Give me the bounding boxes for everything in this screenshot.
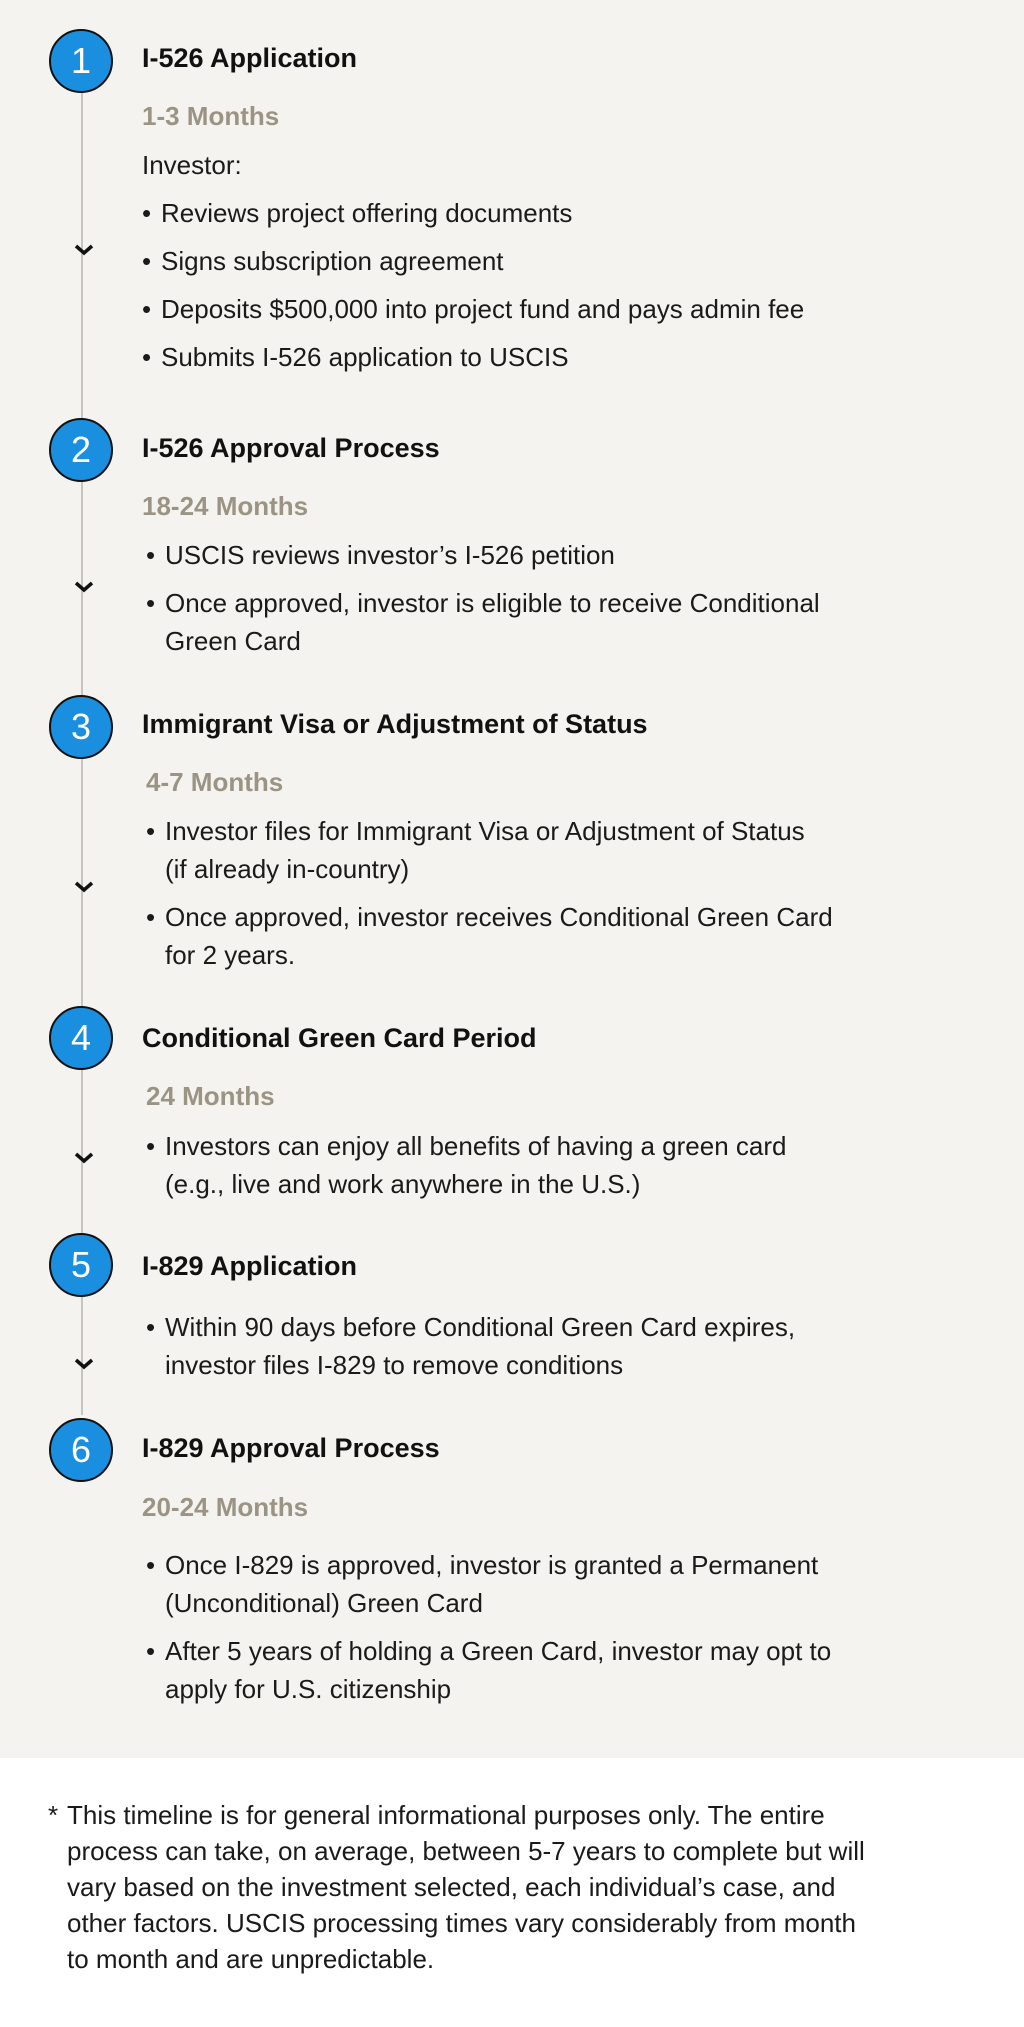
step-number-badge: 3 <box>49 695 113 759</box>
chevron-down-icon <box>73 880 95 894</box>
footnote <box>48 1797 865 1977</box>
footnote-marker: * <box>48 1800 59 1830</box>
step-bullet: • Investors can enjoy all benefits of having a green card (e.g., live and work anywhere in the U.S.) <box>146 1127 787 1203</box>
chevron-down-icon <box>73 1151 95 1165</box>
footnote-line: to month and are unpredictable. <box>67 1944 435 1974</box>
step-bullet: • Within 90 days before Conditional Green Card expires, investor files I-829 to remove conditions <box>146 1308 795 1384</box>
step-duration: 20-24 Months <box>142 1492 309 1522</box>
step-title: Conditional Green Card Period <box>142 1023 537 1053</box>
step-title: I-526 Approval Process <box>142 433 440 463</box>
chevron-down-icon <box>73 1357 95 1371</box>
step-number-badge: 5 <box>49 1233 113 1297</box>
step-bullet: • Submits I-526 application to USCIS <box>142 338 569 376</box>
footnote-line: vary based on the investment selected, each individual’s case, and <box>67 1872 836 1902</box>
step-number-badge: 6 <box>49 1418 113 1482</box>
chevron-down-icon <box>73 243 95 257</box>
chevron-down-icon <box>73 580 95 594</box>
step-bullet: • Deposits $500,000 into project fund and pays admin fee <box>142 290 804 328</box>
step-title: I-829 Application <box>142 1251 358 1281</box>
step-bullet: • Once approved, investor is eligible to receive Conditional Green Card <box>146 584 820 660</box>
step-bullet: • Reviews project offering documents <box>142 194 572 232</box>
step-title: I-829 Approval Process <box>142 1433 440 1463</box>
step-duration: 1-3 Months <box>142 101 280 131</box>
step-title: Immigrant Visa or Adjustment of Status <box>142 709 648 739</box>
footnote-line: other factors. USCIS processing times vary considerably from month <box>67 1908 856 1938</box>
step-number-badge: 1 <box>49 29 113 93</box>
timeline-connector <box>81 1297 83 1415</box>
step-bullet: • USCIS reviews investor’s I-526 petition <box>146 536 615 574</box>
step-duration: 24 Months <box>146 1081 275 1111</box>
step-bullet: • Signs subscription agreement <box>142 242 504 280</box>
footnote-line: process can take, on average, between 5-7 years to complete but will <box>67 1836 865 1866</box>
footnote-line: This timeline is for general informational purposes only. The entire <box>67 1800 825 1830</box>
step-duration: 4-7 Months <box>146 767 284 797</box>
step-title: I-526 Application <box>142 43 358 73</box>
step-number-badge: 4 <box>49 1006 113 1070</box>
step-bullet: • Once approved, investor receives Conditional Green Card for 2 years. <box>146 898 833 974</box>
step-bullet: • Once I-829 is approved, investor is granted a Permanent (Unconditional) Green Card <box>146 1546 818 1622</box>
step-bullet: • After 5 years of holding a Green Card, investor may opt to apply for U.S. citizenship <box>146 1632 831 1708</box>
step-intro: Investor: <box>142 150 242 180</box>
step-duration: 18-24 Months <box>142 491 309 521</box>
step-number-badge: 2 <box>49 418 113 482</box>
step-bullet: • Investor files for Immigrant Visa or Adjustment of Status (if already in-country) <box>146 812 805 888</box>
